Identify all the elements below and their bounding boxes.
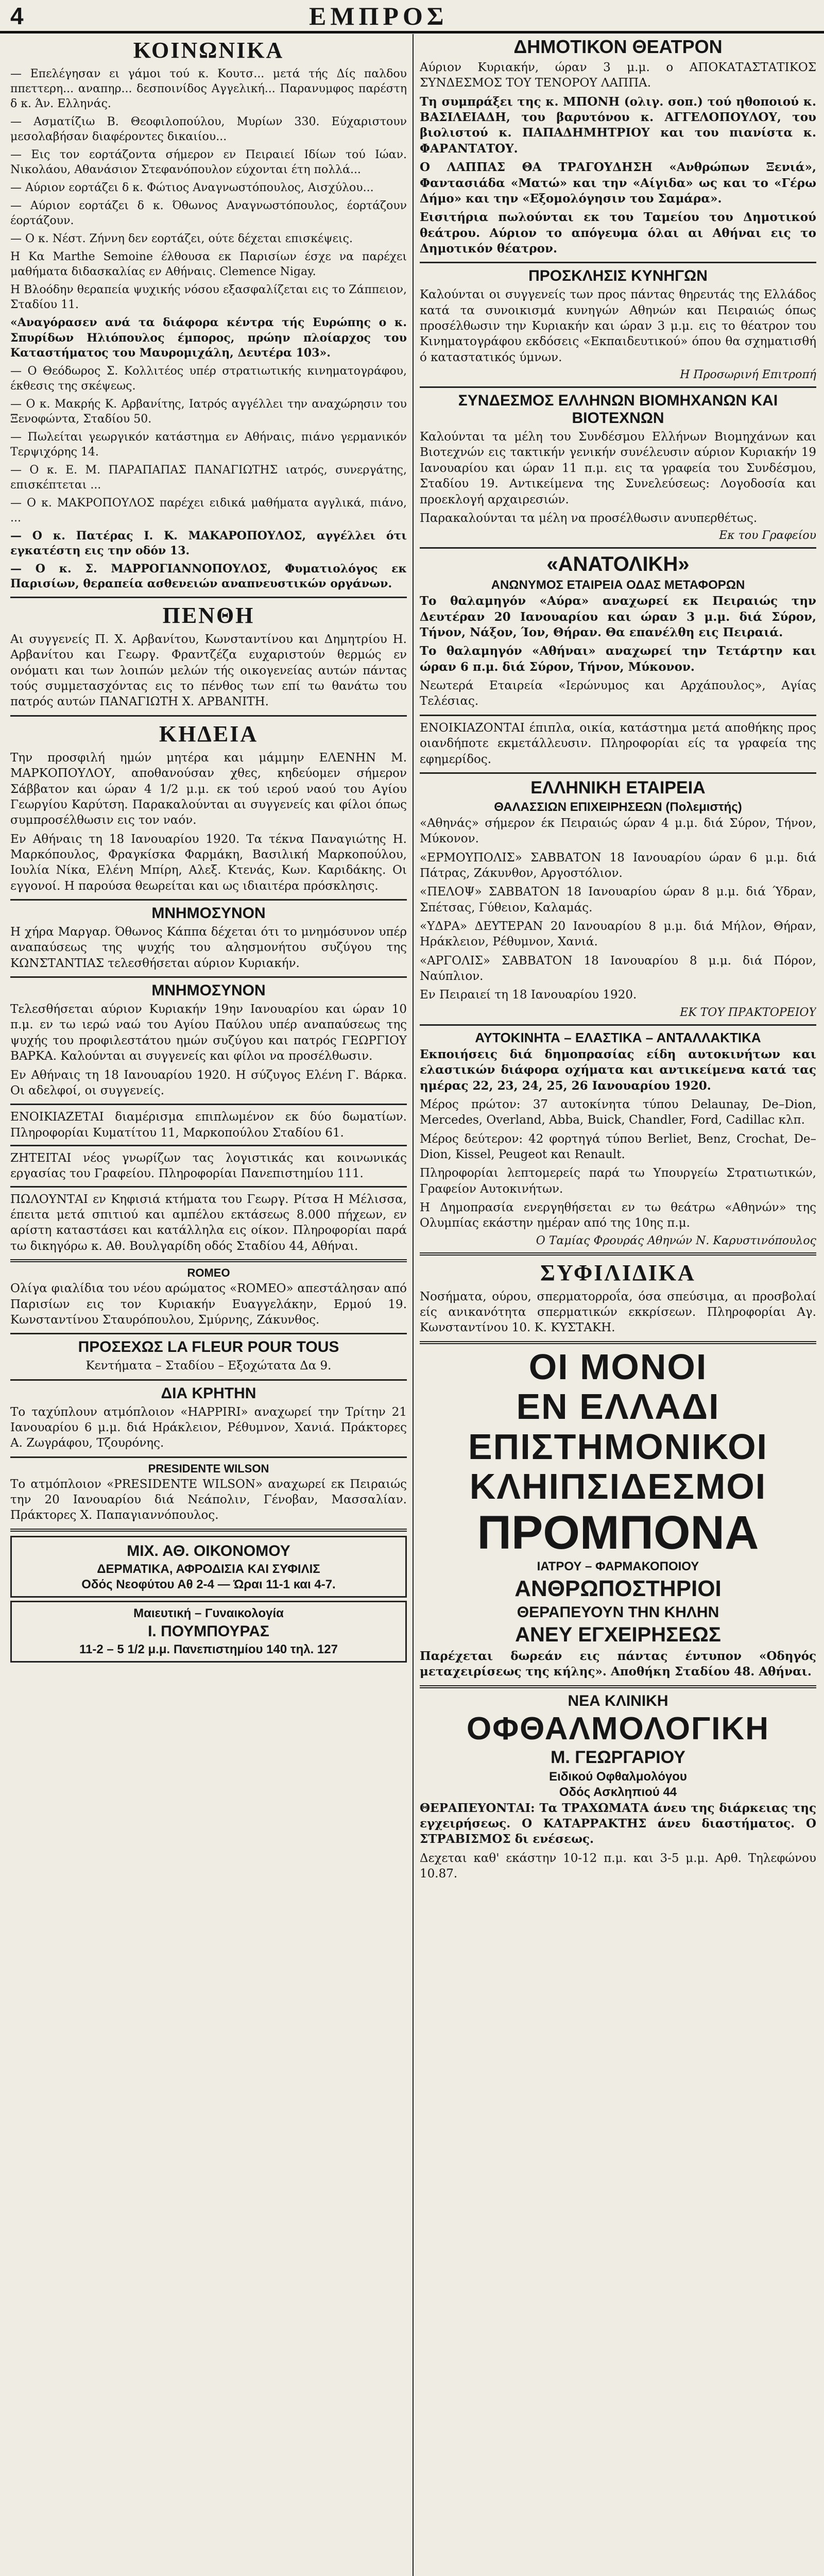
divider bbox=[420, 1252, 816, 1256]
memorial-text: Εν Αθήναις τη 18 Ιανουαρίου 1920. Η σύζυγος Ελένη Γ. Βάρκα. Οι αδελφοί, οι συγγενείς. bbox=[10, 1068, 407, 1097]
news-item: — Ο κ. Μακρής Κ. Αρβανίτης, Ιατρός αγγέλλει την αναχώρησιν του Ξενοφώντα, Σταδίου 50. bbox=[10, 397, 407, 426]
divider bbox=[420, 772, 816, 774]
divider bbox=[10, 1145, 407, 1146]
clinic-title: ΟΦΘΑΛΜΟΛΟΓΙΚΗ bbox=[467, 1710, 769, 1747]
mourning-text: Αι συγγενείς Π. Χ. Αρβανίτου, Κωνσταντίνου και Δημητρίου Η. Αρβανίτου και Γεωργ. Φραντζέζα ευχαριστούν θερμώς εν ονόματι και των λοιπών μελών τής οικογενείας αυτών πάντας τούς συμμετασχόντας εις το πένθος των επί τω θανάτω του πατρός αυτών ΠΑΝΑΓΙΩΤΗ Χ. ΑΡΒΑΝΙΤΗ. bbox=[10, 633, 407, 709]
news-item: «Αναγόρασεν ανά τα διάφορα κέντρα τής Ευρώπης ο κ. Σπυρίδων Ηλιόπουλος έμπορος, πρώην πλοίαρχος του Καταστήματος του Μαυρομιχάλη, Δευτέρα 103». bbox=[10, 316, 407, 360]
ad-heading: PRESIDENTE WILSON bbox=[148, 1462, 269, 1475]
divider bbox=[420, 386, 816, 388]
doctor-name: Ι. ΠΟΥΜΠΟΥΡΑΣ bbox=[148, 1622, 269, 1640]
clinic-heading: ΝΕΑ ΚΛΙΝΙΚΗ bbox=[568, 1692, 668, 1709]
shipping-item: «ΑΡΓΟΛΙΣ» ΣΑΒΒΑΤΟΝ 18 Ιανουαρίου 8 μ.μ. διά Πόρον, Ναύπλιον. bbox=[420, 954, 816, 984]
ad-fleur bbox=[10, 1338, 407, 1374]
signature: ΕΚ ΤΟΥ ΠΡΑΚΤΟΡΕΙΟΥ bbox=[680, 1006, 816, 1019]
memorial-section bbox=[10, 905, 407, 971]
auction-text: Μέρος δεύτερον: 42 φορτηγά τύπου Berliet, Benz, Crochat, De–Dion, Kissel, Peugeot και Renault. bbox=[420, 1132, 816, 1161]
doctor-name: ΜΙΧ. ΑΘ. ΟΙΚΟΝΟΜΟΥ bbox=[127, 1542, 290, 1560]
divider bbox=[10, 1379, 407, 1381]
rent-notice bbox=[420, 720, 816, 767]
syphilis-ad bbox=[420, 1260, 816, 1336]
hunters-text: Καλούνται οι συγγενείς των προς πάντας θηρευτάς της Ελλάδος κατά τα συνοικισμά κυνηγών Αθηνών και Πειραιώς όπως προσέλθωσιν την Κυριακήν και ώραν 3 μ.μ. εις το θέατρον του Κινηματογράφου εκδόσεις «Εκπαιδευτικού» όπου θα σχηματισθή ό καταστατικός ύμνων. bbox=[420, 288, 816, 364]
section-heading: ΔΗΜΟΤΙΚΟΝ ΘΕΑΤΡΟΝ bbox=[513, 36, 723, 57]
news-item: — Ο Θεόδωρος Σ. Κολλιτέος υπέρ στρατιωτικής κινηματογράφου, έκθεσις της σκέψεως. bbox=[10, 364, 407, 393]
promo-line: ΟΙ ΜΟΝΟΙ bbox=[528, 1346, 708, 1387]
clinic-sub: Ειδικού Οφθαλμολόγου bbox=[549, 1769, 687, 1784]
theatre-text: Τη συμπράξει της κ. ΜΠΟΝΗ (ολιγ. σοπ.) τού ηθοποιού κ. ΒΑΣΙΛΕΙΑΔΗ, του βαρυτόνου κ. ΑΓΓΕΛΟΠΟΥΛΟΥ, του βιολιστού κ. ΠΑΠΑΔΗΜΗΤΡΙΟΥ και του πιανίστα κ. ΦΑΡΑΝΤΑΤΟΥ. bbox=[420, 94, 816, 156]
section-heading: ΑΥΤΟΚΙΝΗΤΑ – ΕΛΑΣΤΙΚΑ – ΑΝΤΑΛΛΑΚΤΙΚΑ bbox=[475, 1029, 761, 1045]
ad-text: Το ατμόπλοιον «PRESIDENTE WILSON» αναχωρεί εκ Πειραιώς την 20 Ιανουαρίου διά Νεάπολιν, Γένοβαν, Μασσαλίαν. Πράκτορες Χ. Παπαγιαννόπουλος. bbox=[10, 1477, 407, 1522]
divider bbox=[420, 547, 816, 549]
industrialists-text: Καλούνται τα μέλη του Συνδέσμου Ελλήνων Βιομηχάνων και Βιοτεχνών εις τακτικήν γενικήν συνέλευσιν αύριον Κυριακήν 19 Ιανουαρίου και ώραν 11 π.μ. εις τα γραφεία του Συνδέσμου, Σταδίου 19. Αντικείμενα της Συνελεύσεως: Λογοδοσία και προεκλογή αρχαιρεσιών. bbox=[420, 430, 816, 506]
divider bbox=[10, 1529, 407, 1532]
divider bbox=[420, 262, 816, 263]
doctor-ad-oikonomou bbox=[10, 1536, 407, 1598]
ad-heading: ROMEO bbox=[187, 1266, 230, 1280]
classified-item: ΠΩΛΟΥΝΤΑΙ εν Κηφισιά κτήματα του Γεωργ. Ρίτσα Η Μέλισσα, έπειτα μετά σπιτιού και αμπέλου εκτάσεως 8.000 πήχεων, εν αρίστη καταστάσει και κατάλληλα εις οίκον. Πληροφορίαι παρά τω δικηγόρω κ. Αθ. Βουλγαρίδη οδός Σταδίου 44, Αθήναι. bbox=[10, 1192, 407, 1253]
industrialists-text: Παρακαλούνται τα μέλη να προσέλθωσιν ανυπερθέτως. bbox=[420, 511, 758, 525]
funeral-text: Εν Αθήναις τη 18 Ιανουαρίου 1920. Τα τέκνα Παναγιώτης Η. Μαρκόπουλος, Φραγκίσκα Φαρμάκη, Βασιλική Μαρκοπούλου, Ιουλία Νίκα, Ελένη Μπίρη, Αλεξ. Κτενάς, Κων. Καριδάκης. Οι εγγονοί. Η παρούσα θεωρείται και ως ιδιαιτέρα πρόσκλησις. bbox=[10, 832, 407, 893]
ad-text: Κεντήματα – Σταδίου – Εξοχώτατα Δα 9. bbox=[85, 1359, 332, 1373]
news-item: — Ο κ. Πατέρας Ι. Κ. ΜΑΚΑΡΟΠΟΥΛΟΣ, αγγέλλει ότι εγκατέστη εις την οδόν 13. bbox=[10, 529, 407, 557]
section-heading: ΠΕΝΘΗ bbox=[162, 603, 255, 628]
divider bbox=[10, 1104, 407, 1105]
ad-heading: ΠΡΟΣΕΧΩΣ LA FLEUR POUR TOUS bbox=[78, 1338, 339, 1356]
ad-romeo bbox=[10, 1266, 407, 1328]
news-item: — Εις τον εορτάζοντα σήμερον εν Πειραιεί Ιδίων τού Ιώαν. Νικολάου, Αθανάσιον Στεφανόπουλον εύχονται έτη πολλά... bbox=[10, 148, 407, 177]
section-heading: ΜΝΗΜΟΣΥΝΟΝ bbox=[151, 982, 266, 999]
page-number: 4 bbox=[10, 3, 24, 29]
news-item: — Αύριον εορτάζει δ κ. Φώτιος Αναγνωστόπουλος, Αισχύλου... bbox=[10, 181, 374, 195]
divider bbox=[10, 1333, 407, 1334]
promo-line: ΕΠΙΣΤΗΜΟΝΙΚΟΙ bbox=[468, 1426, 768, 1467]
ad-wilson bbox=[10, 1462, 407, 1523]
ad-text: Το ταχύπλουν ατμόπλοιον «HAPPIRI» αναχωρεί την Τρίτην 21 Ιανουαρίου 6 μ.μ. διά Ηράκλειον, Ρέθυμνον, Χανιά. Πράκτορες Α. Ζωγράφου, Τζουρόνης. bbox=[10, 1405, 407, 1450]
doctor-specialty: Μαιευτική – Γυναικολογία bbox=[133, 1606, 284, 1620]
theatre-text: Αύριον Κυριακήν, ώραν 3 μ.μ. ο ΑΠΟΚΑΤΑΣΤΑΤΙΚΟΣ ΣΥΝΔΕΣΜΟΣ ΤΟΥ ΤΕΝΟΡΟΥ ΛΑΠΠΑ. bbox=[420, 61, 816, 90]
syphilis-text: Νοσήματα, ούρου, σπερματορροΐα, όσα σπεύσιμα, αι προσβολαί είς ανικανότητα σπερματικών εκκρίσεων. Πληροφορίαι Αγ. Κωνσταντίνου 10. Κ. ΚΥΣΤΑΚΗ. bbox=[420, 1290, 816, 1335]
brand-sub: ΙΑΤΡΟΥ – ΦΑΡΜΑΚΟΠΟΙΟΥ bbox=[537, 1559, 699, 1573]
divider bbox=[10, 899, 407, 901]
classified-item: ΖΗΤΕΙΤΑΙ νέος γνωρίζων τας λογιστικάς και κοινωνικάς εργασίας του Γραφείου. Πληροφορίαι Πανεπιστημίου 111. bbox=[10, 1151, 407, 1181]
section-heading: ΜΝΗΜΟΣΥΝΟΝ bbox=[151, 905, 266, 922]
memorial-text: Τελεσθήσεται αύριον Κυριακήν 19ην Ιανουαρίου και ώραν 10 π.μ. εν τω ιερώ ναώ του Αγίου Παύλου υπέρ αναπαύσεως της ψυχής του προφιλεστάτου ημών συζύγου και πατρός ΓΕΩΡΓΙΟΥ ΒΑΡΚΑ. Καλούνται αι συγγενείς και φίλοι να προσέλθωσιν. bbox=[10, 1003, 407, 1063]
divider bbox=[10, 597, 407, 598]
section-heading: ΕΛΛΗΝΙΚΗ ΕΤΑΙΡΕΙΑ bbox=[530, 777, 706, 798]
auction-section bbox=[420, 1030, 816, 1247]
news-item: Η Βλοόδην θεραπεία ψυχικής νόσου εξασφαλίζεται εις το Ζάππειον, Σταδίου 11. bbox=[10, 283, 407, 312]
auction-text: Εκποιήσεις διά δημοπρασίας είδη αυτοκινήτων και ελαστικών διάφορα οχήματα και αντικείμενα κατά τας ημέρας 22, 23, 24, 25, 26 Ιανουαρίου 1920. bbox=[420, 1047, 816, 1093]
hunters-section bbox=[420, 267, 816, 381]
doctor-address: Οδός Νεοφύτου Αθ 2-4 — Ώραι 11-1 και 4-7. bbox=[81, 1577, 336, 1591]
divider bbox=[420, 1024, 816, 1026]
promo-line: ΕΝ ΕΛΛΑΔΙ bbox=[516, 1386, 720, 1427]
anatoliki-text: Νεωτερά Εταιρεία «Ιερώνυμος και Αρχάπουλος», Αγίας Τελέσιας. bbox=[420, 679, 816, 708]
promo-line: ΘΕΡΑΠΕΥΟΥΝ ΤΗΝ ΚΗΛΗΝ bbox=[517, 1603, 719, 1621]
section-heading: ΠΡΟΣΚΛΗΣΙΣ ΚΥΝΗΓΩΝ bbox=[528, 267, 708, 285]
anatoliki-text: Το θαλαμηγόν «Αθήναι» αναχωρεί την Τετάρτην και ώραν 6 π.μ. διά Σύρον, Τήνον, Μύκονον. bbox=[420, 644, 816, 674]
right-column bbox=[420, 34, 816, 2576]
brand-name: ΠΡΟΜΠΟΝΑ bbox=[477, 1506, 759, 1559]
news-item: — Ο κ. ΜΑΚΡΟΠΟΥΛΟΣ παρέχει ειδικά μαθήματα αγγλικά, πιάνο, ... bbox=[10, 496, 407, 524]
promo-line: ΑΝΕΥ ΕΓΧΕΙΡΗΣΕΩΣ bbox=[515, 1623, 721, 1646]
promo-line: ΚΛΗΙΠΣΙΔΕΣΜΟΙ bbox=[469, 1466, 767, 1507]
social-news-section bbox=[10, 37, 407, 591]
promo-text: Παρέχεται δωρεάν εις πάντας έντυπον «Οδηγός μεταχειρίσεως της κήλης». Αποθήκη Σταδίου 48. Αθήναι. bbox=[420, 1649, 816, 1679]
shipping-item: Εν Πειραιεί τη 18 Ιανουαρίου 1920. bbox=[420, 988, 637, 1002]
shipping-item: «ΠΕΛΟΨ» ΣΑΒΒΑΤΟΝ 18 Ιανουαρίου ώραν 8 μ.μ. διά Ύδραν, Σπέτσας, Γύθειον, Καλαμάς. bbox=[420, 885, 816, 914]
funeral-section bbox=[10, 721, 407, 894]
funeral-text: Την προσφιλή ημών μητέρα και μάμμην ΕΛΕΝΗΝ Μ. ΜΑΡΚΟΠΟΥΛΟΥ, αποθανούσαν χθες, κηδεύομεν σήμερον Σάββατον και ώραν 4 1/2 μ.μ. εκ τού ιερού ναού του Αγίου Γεωργίου Καρύτση. Παρακαλούνται αι συγγενείς και φίλοι όπως συμπροσέλθωσιν εις τον ναόν. bbox=[10, 751, 407, 827]
signature: Ο Ταμίας Φρουράς Αθηνών Ν. Καρυστινόπουλος bbox=[536, 1234, 816, 1247]
doctor-ad-poumpouras bbox=[10, 1601, 407, 1663]
shipping-item: «ΥΔΡΑ» ΔΕΥΤΕΡΑΝ 20 Ιανουαρίου 8 μ.μ. διά Μήλον, Θήραν, Ηράκλειον, Ρέθυμνον, Χανιά. bbox=[420, 920, 816, 949]
rent-text: ΕΝΟΙΚΙΑΖΟΝΤΑΙ έπιπλα, οικία, κατάστημα μετά αποθήκης προς οιανδήποτε εκμετάλλευσιν. Πληροφορίαι είς τα γραφεία της εφημερίδος. bbox=[420, 721, 816, 766]
news-item: — Ο κ. Ε. Μ. ΠΑΡΑΠΑΠΑΣ ΠΑΝΑΓΙΩΤΗΣ ιατρός, συνεργάτης, επισκέπτεται ... bbox=[10, 463, 407, 492]
theatre-text: Ο ΛΑΠΠΑΣ ΘΑ ΤΡΑΓΟΥΔΗΣΗ «Ανθρώπων Ξενιά», Φαντασιάδα «Ματώ» και την «Αίγιδα» ως και το «Γέρω Δήμο» και την «Εξομολόγησιν του Σαμάρα». bbox=[420, 160, 816, 206]
doctor-address: 11-2 – 5 1/2 μ.μ. Πανεπιστημίου 140 τηλ. 127 bbox=[79, 1642, 338, 1656]
divider bbox=[420, 1341, 816, 1344]
clinic-text: ΘΕΡΑΠΕΥΟΝΤΑΙ: Τα ΤΡΑΧΩΜΑΤΑ άνευ της διάρκειας της εγχειρήσεως. Ο ΚΑΤΑΡΡΑΚΤΗΣ άνευ διαστήματος. Ο ΣΤΡΑΒΙΣΜΟΣ δι ενέσεως. bbox=[420, 1801, 816, 1846]
signature: Η Προσωρινή Επιτροπή bbox=[680, 368, 816, 382]
auction-text: Η Δημοπρασία ενεργηθήσεται εν τω θεάτρω «Αθηνών» της Ολυμπίας εκάστην ημέραν από της 10ης π.μ. bbox=[420, 1201, 816, 1230]
section-subheading: ΘΑΛΑΣΣΙΩΝ ΕΠΙΧΕΙΡΗΣΕΩΝ (Πολεμιστής) bbox=[494, 800, 742, 814]
clinic-address: Οδός Ασκληπιού 44 bbox=[559, 1785, 677, 1799]
ad-text: Ολίγα φιαλίδια του νέου αρώματος «ROMEO» απεστάλησαν από Παρισίων εις τον Κυριακήν Ευαγγελάκην, Ερμού 19. Κωνσταντίνου Σταυρόπουλου, Σμύρνης, Ζάκυνθος. bbox=[10, 1282, 407, 1327]
news-item: — Ο κ. Νέστ. Ζήννη δεν εορτάζει, ούτε δέχεται επισκέψεις. bbox=[10, 232, 353, 246]
divider bbox=[10, 1186, 407, 1188]
news-item: — Ασματίζιω Β. Θεοφιλοπούλου, Μυρίων 330. Εύχαριστουν μεσολαβήσαν διαφέροντες δικαιίου... bbox=[10, 115, 407, 144]
mourning-section bbox=[10, 602, 407, 710]
anatoliki-text: Το θαλαμηγόν «Αύρα» αναχωρεί εκ Πειραιώς την Δευτέραν 20 Ιανουαρίου και ώραν 3 μ.μ. διά Σύρον, Τήνον, Νάξον, Ίον, Θήραν. Θα επανέλθη εις Πειραιά. bbox=[420, 594, 816, 639]
newspaper-title: ΕΜΠΡΟΣ bbox=[309, 2, 448, 30]
classifieds bbox=[10, 1109, 407, 1254]
section-subheading: ΑΝΩΝΥΜΟΣ ΕΤΑΙΡΕΙΑ ΟΔΑΣ ΜΕΤΑΦΟΡΩΝ bbox=[491, 578, 745, 592]
news-item: — Ο κ. Σ. ΜΑΡΡΟΓΙΑΝΝΟΠΟΥΛΟΣ, Φυματιολόγος εκ Παρισίων, θεραπεία ασθενειών αναπνευστικών οργάνων. bbox=[10, 562, 407, 590]
clinic-doctor: Μ. ΓΕΩΡΓΑΡΙΟΥ bbox=[551, 1747, 685, 1767]
doctor-specialty: ΔΕΡΜΑΤΙΚΑ, ΑΦΡΟΔΙΣΙΑ ΚΑΙ ΣΥΦΙΛΙΣ bbox=[97, 1562, 320, 1576]
news-item: — Πωλείται γεωργικόν κατάστημα εν Αθήναις, πιάνο γερμανικόν Τερψιχόρης 14. bbox=[10, 430, 407, 459]
divider bbox=[10, 715, 407, 717]
divider bbox=[10, 1259, 407, 1262]
left-column bbox=[10, 34, 407, 2576]
section-heading: «ΑΝΑΤΟΛΙΚΗ» bbox=[546, 553, 690, 576]
news-item: — Επελέγησαν ει γάμοι τού κ. Κουτσ... μετά τής Δίς παλδου ππεττερη... αναπηρ... δεσποινίδος Αγγελική... Παρανυμφος παρέστη δ κ. Άν. Ελληνάς. bbox=[10, 67, 407, 111]
promo-line: ΑΝΘΡΩΠΟΣΤΗΡΙΟΙ bbox=[514, 1575, 722, 1601]
divider bbox=[10, 1456, 407, 1458]
divider bbox=[420, 715, 816, 716]
industrialists-section bbox=[420, 392, 816, 542]
news-item: Η Κα Marthe Semoine έλθουσα εκ Παρισίων έσχε να παρέχει μαθήματα διδασκαλίας εν Αθήναις. Clemence Nigay. bbox=[10, 250, 407, 279]
memorial-text: Η χήρα Μαργαρ. Όθωνος Κάππα δέχεται ότι το μνημόσυνον υπέρ αναπαύσεως της ψυχής του αλησμονήτου συζύγου της ΚΩΝΣΤΑΝΤΙΑΣ τελεσθήσεται αύριον Κυριακήν. bbox=[10, 925, 407, 970]
news-item: — Αύριον εορτάζει δ κ. Όθωνος Αναγνωστόπουλος, έορτάζουν έορτάζουν. bbox=[10, 199, 407, 228]
ad-heading: ΔΙΑ ΚΡΗΤΗΝ bbox=[161, 1384, 256, 1402]
memorial-section-2 bbox=[10, 982, 407, 1098]
anatoliki-section bbox=[420, 553, 816, 709]
section-heading: ΣΥΝΔΕΣΜΟΣ ΕΛΛΗΝΩΝ ΒΙΟΜΗΧΑΝΩΝ ΚΑΙ ΒΙΟΤΕΧΝΩΝ bbox=[458, 392, 778, 427]
divider bbox=[420, 1685, 816, 1688]
auction-text: Μέρος πρώτον: 37 αυτοκίνητα τύπου Delaunay, De–Dion, Mercedes, Overland, Abba, Buick, Chandler, Ford, Cadillac κλπ. bbox=[420, 1097, 816, 1127]
column-divider bbox=[413, 34, 414, 2576]
theatre-section bbox=[420, 36, 816, 257]
section-heading: ΚΟΙΝΩΝΙΚΑ bbox=[133, 38, 284, 63]
ad-crete bbox=[10, 1385, 407, 1451]
auction-text: Πληροφορίαι λεπτομερείς παρά τω Υπουργείω Στρατιωτικών, Γραφείον Αυτοκινήτων. bbox=[420, 1166, 816, 1196]
classified-item: ΕΝΟΙΚΙΑΖΕΤΑΙ διαμέρισμα επιπλωμένον εκ δύο δωματίων. Πληροφορίαι Κυματίτου 11, Μαρκοπούλου Σταδίου 61. bbox=[10, 1110, 407, 1140]
theatre-text: Εισιτήρια πωλούνται εκ του Ταμείου του Δημοτικού θεάτρου. Αύριον το απόγευμα όλαι αι Αθήναι εις το Δημοτικόν θέατρον. bbox=[420, 210, 816, 256]
masthead bbox=[0, 0, 824, 33]
social-news-list bbox=[10, 66, 407, 591]
shipping-item: «ΕΡΜΟΥΠΟΛΙΣ» ΣΑΒΒΑΤΟΝ 18 Ιανουαρίου ώραν 6 μ.μ. διά Πάτρας, Ζάκυνθον, Αργοστόλιον. bbox=[420, 851, 816, 880]
section-heading: ΣΥΦΙΛΙΔΙΚΑ bbox=[540, 1260, 696, 1285]
divider bbox=[10, 976, 407, 978]
hellenic-shipping-section bbox=[420, 778, 816, 1019]
section-heading: ΚΗΔΕΙΑ bbox=[159, 721, 259, 747]
clinic-text: Δεχεται καθ' εκάστην 10-12 π.μ. και 3-5 μ.μ. Αρθ. Τηλεφώνου 10.87. bbox=[420, 1851, 816, 1881]
hernia-ad bbox=[420, 1348, 816, 1680]
shipping-item: «Αθηνάς» σήμερον έκ Πειραιώς ώραν 4 μ.μ. διά Σύρον, Τήνον, Μύκονον. bbox=[420, 816, 816, 846]
signature: Εκ του Γραφείου bbox=[719, 529, 816, 543]
eye-clinic-ad bbox=[420, 1692, 816, 1882]
